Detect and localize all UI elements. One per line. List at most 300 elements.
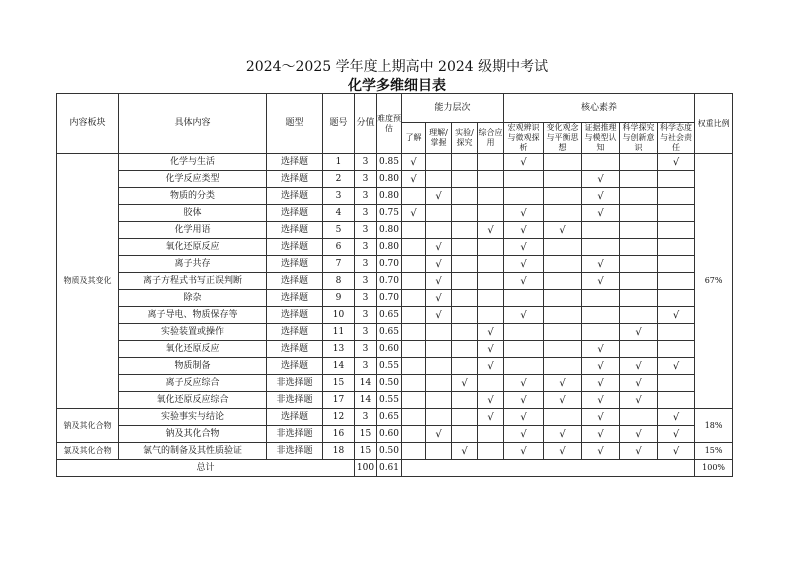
content-cell: 化学与生活	[119, 154, 267, 171]
ability-cell	[452, 188, 478, 205]
number-cell: 1	[323, 154, 355, 171]
score-cell: 15	[355, 443, 377, 460]
type-cell: 选择题	[267, 222, 323, 239]
ability-cell: √	[478, 409, 504, 426]
ability-cell: √	[426, 239, 452, 256]
number-cell: 11	[323, 324, 355, 341]
literacy-cell: √	[582, 443, 620, 460]
score-cell: 3	[355, 188, 377, 205]
type-cell: 选择题	[267, 324, 323, 341]
literacy-cell	[658, 273, 695, 290]
literacy-cell: √	[504, 375, 544, 392]
literacy-cell: √	[582, 392, 620, 409]
difficulty-cell: 0.55	[377, 358, 402, 375]
table-row	[57, 239, 733, 256]
literacy-cell	[620, 290, 658, 307]
ability-cell	[426, 154, 452, 171]
weight-cell: 15%	[695, 443, 733, 460]
content-cell: 氧化还原反应	[119, 341, 267, 358]
literacy-cell: √	[504, 426, 544, 443]
table-row	[57, 443, 733, 460]
header-section: 内容板块	[57, 94, 119, 154]
literacy-cell	[658, 324, 695, 341]
literacy-cell: √	[544, 392, 582, 409]
literacy-cell: √	[658, 358, 695, 375]
section-cell: 物质及其变化	[57, 154, 119, 409]
table-row	[57, 256, 733, 273]
ability-cell	[478, 426, 504, 443]
literacy-cell: √	[658, 409, 695, 426]
ability-cell	[426, 392, 452, 409]
table-row	[57, 392, 733, 409]
ability-cell	[452, 154, 478, 171]
literacy-cell	[658, 222, 695, 239]
literacy-cell	[620, 409, 658, 426]
literacy-cell	[582, 222, 620, 239]
score-cell: 3	[355, 409, 377, 426]
score-cell: 3	[355, 307, 377, 324]
ability-cell	[402, 358, 426, 375]
literacy-cell	[504, 171, 544, 188]
ability-cell: √	[478, 341, 504, 358]
ability-cell	[452, 426, 478, 443]
literacy-cell	[544, 358, 582, 375]
literacy-cell: √	[620, 324, 658, 341]
header-literacy-1: 宏观辨识与微观探析	[504, 123, 544, 154]
literacy-cell: √	[620, 426, 658, 443]
header-ability-2: 理解/掌握	[426, 123, 452, 154]
difficulty-cell: 0.80	[377, 222, 402, 239]
difficulty-cell: 0.65	[377, 324, 402, 341]
type-cell: 非选择题	[267, 443, 323, 460]
literacy-cell: √	[504, 409, 544, 426]
number-cell: 2	[323, 171, 355, 188]
difficulty-cell: 0.65	[377, 307, 402, 324]
header-number: 题号	[323, 94, 355, 154]
literacy-cell: √	[582, 409, 620, 426]
difficulty-cell: 0.80	[377, 188, 402, 205]
ability-cell	[478, 239, 504, 256]
content-cell: 实验装置或操作	[119, 324, 267, 341]
type-cell: 非选择题	[267, 375, 323, 392]
ability-cell: √	[478, 222, 504, 239]
literacy-cell	[658, 375, 695, 392]
ability-cell	[426, 171, 452, 188]
literacy-cell	[544, 290, 582, 307]
content-cell: 氧化还原反应	[119, 239, 267, 256]
ability-cell	[478, 290, 504, 307]
literacy-cell	[544, 188, 582, 205]
content-cell: 氧化还原反应综合	[119, 392, 267, 409]
literacy-cell: √	[620, 375, 658, 392]
header-content: 具体内容	[119, 94, 267, 154]
literacy-cell: √	[504, 239, 544, 256]
ability-cell	[452, 409, 478, 426]
header-literacy-2: 变化观念与平衡思想	[544, 123, 582, 154]
document-title: 2024～2025 学年度上期高中 2024 级期中考试	[245, 59, 549, 75]
literacy-cell: √	[504, 443, 544, 460]
table-row	[57, 409, 733, 426]
ability-cell	[478, 273, 504, 290]
type-cell: 选择题	[267, 273, 323, 290]
ability-cell	[402, 188, 426, 205]
header-score: 分值	[355, 94, 377, 154]
ability-cell	[478, 171, 504, 188]
difficulty-cell: 0.60	[377, 341, 402, 358]
literacy-cell	[504, 358, 544, 375]
ability-cell: √	[478, 358, 504, 375]
ability-cell	[402, 307, 426, 324]
ability-cell	[426, 375, 452, 392]
score-cell: 3	[355, 222, 377, 239]
score-cell: 3	[355, 256, 377, 273]
literacy-cell	[658, 341, 695, 358]
literacy-cell	[544, 324, 582, 341]
number-cell: 6	[323, 239, 355, 256]
ability-cell	[426, 358, 452, 375]
literacy-cell	[544, 205, 582, 222]
literacy-cell	[620, 222, 658, 239]
literacy-cell: √	[504, 307, 544, 324]
number-cell: 16	[323, 426, 355, 443]
table-row	[57, 358, 733, 375]
literacy-cell: √	[504, 222, 544, 239]
literacy-cell	[504, 324, 544, 341]
ability-cell	[402, 392, 426, 409]
header-difficulty: 难度预估	[377, 94, 402, 154]
type-cell: 选择题	[267, 205, 323, 222]
section-cell: 氯及其化合物	[57, 443, 119, 460]
literacy-cell: √	[504, 154, 544, 171]
table-row	[57, 341, 733, 358]
literacy-cell	[658, 188, 695, 205]
literacy-cell	[658, 256, 695, 273]
type-cell: 选择题	[267, 290, 323, 307]
literacy-cell: √	[582, 273, 620, 290]
content-cell: 物质的分类	[119, 188, 267, 205]
literacy-cell	[544, 409, 582, 426]
number-cell: 13	[323, 341, 355, 358]
table-row	[57, 188, 733, 205]
literacy-cell	[582, 324, 620, 341]
ability-cell	[402, 324, 426, 341]
total-difficulty: 0.61	[377, 460, 402, 477]
literacy-cell: √	[658, 307, 695, 324]
literacy-cell: √	[582, 171, 620, 188]
table-row	[57, 205, 733, 222]
ability-cell	[426, 341, 452, 358]
literacy-cell: √	[504, 205, 544, 222]
score-cell: 14	[355, 375, 377, 392]
header-ability-3: 实验/探究	[452, 123, 478, 154]
literacy-cell	[582, 290, 620, 307]
ability-cell: √	[426, 290, 452, 307]
ability-cell	[426, 324, 452, 341]
ability-cell	[402, 256, 426, 273]
score-cell: 14	[355, 392, 377, 409]
ability-cell	[478, 188, 504, 205]
literacy-cell	[658, 392, 695, 409]
score-cell: 3	[355, 290, 377, 307]
ability-cell	[426, 443, 452, 460]
number-cell: 15	[323, 375, 355, 392]
ability-cell: √	[452, 443, 478, 460]
content-cell: 化学用语	[119, 222, 267, 239]
literacy-cell	[504, 341, 544, 358]
difficulty-cell: 0.70	[377, 256, 402, 273]
content-cell: 物质制备	[119, 358, 267, 375]
type-cell: 非选择题	[267, 392, 323, 409]
total-weight: 100%	[695, 460, 733, 477]
content-cell: 离子方程式书写正误判断	[119, 273, 267, 290]
content-cell: 除杂	[119, 290, 267, 307]
table-title: 化学多维细目表	[348, 78, 446, 94]
literacy-cell: √	[544, 443, 582, 460]
difficulty-cell: 0.50	[377, 443, 402, 460]
literacy-cell: √	[582, 341, 620, 358]
table-row	[57, 290, 733, 307]
type-cell: 选择题	[267, 358, 323, 375]
ability-cell	[452, 171, 478, 188]
header-literacy-group: 核心素养	[504, 94, 695, 123]
score-cell: 3	[355, 341, 377, 358]
literacy-cell	[620, 273, 658, 290]
literacy-cell	[620, 341, 658, 358]
ability-cell	[478, 256, 504, 273]
content-cell: 化学反应类型	[119, 171, 267, 188]
ability-cell	[452, 256, 478, 273]
ability-cell	[402, 426, 426, 443]
number-cell: 5	[323, 222, 355, 239]
type-cell: 非选择题	[267, 426, 323, 443]
literacy-cell: √	[582, 375, 620, 392]
number-cell: 10	[323, 307, 355, 324]
number-cell: 12	[323, 409, 355, 426]
content-cell: 离子导电、物质保存等	[119, 307, 267, 324]
spec-table	[56, 93, 733, 477]
ability-cell	[452, 205, 478, 222]
literacy-cell	[504, 188, 544, 205]
ability-cell	[452, 324, 478, 341]
literacy-cell	[582, 307, 620, 324]
difficulty-cell: 0.85	[377, 154, 402, 171]
score-cell: 3	[355, 358, 377, 375]
weight-cell: 67%	[695, 154, 733, 409]
score-cell: 3	[355, 324, 377, 341]
ability-cell: √	[426, 188, 452, 205]
total-label: 总计	[57, 460, 355, 477]
ability-cell	[402, 222, 426, 239]
ability-cell	[402, 239, 426, 256]
ability-cell	[452, 392, 478, 409]
literacy-cell	[544, 307, 582, 324]
literacy-cell	[544, 256, 582, 273]
ability-cell	[426, 205, 452, 222]
total-blank	[402, 460, 695, 477]
type-cell: 选择题	[267, 341, 323, 358]
literacy-cell: √	[504, 256, 544, 273]
ability-cell: √	[478, 324, 504, 341]
header-literacy-4: 科学探究与创新意识	[620, 123, 658, 154]
ability-cell: √	[452, 375, 478, 392]
literacy-cell	[658, 205, 695, 222]
table-row	[57, 324, 733, 341]
header-ability-4: 综合应用	[478, 123, 504, 154]
literacy-cell: √	[544, 426, 582, 443]
literacy-cell	[620, 154, 658, 171]
literacy-cell: √	[582, 426, 620, 443]
ability-cell: √	[426, 307, 452, 324]
ability-cell	[402, 375, 426, 392]
table-row	[57, 375, 733, 392]
literacy-cell	[544, 341, 582, 358]
literacy-cell	[544, 273, 582, 290]
ability-cell	[402, 443, 426, 460]
literacy-cell: √	[582, 205, 620, 222]
ability-cell	[452, 307, 478, 324]
difficulty-cell: 0.65	[377, 409, 402, 426]
ability-cell	[478, 375, 504, 392]
header-ability-group: 能力层次	[402, 94, 504, 123]
type-cell: 选择题	[267, 239, 323, 256]
ability-cell: √	[426, 256, 452, 273]
table-row	[57, 171, 733, 188]
header-literacy-5: 科学态度与社会责任	[658, 123, 695, 154]
difficulty-cell: 0.80	[377, 171, 402, 188]
literacy-cell	[658, 290, 695, 307]
literacy-cell: √	[620, 358, 658, 375]
section-cell: 钠及其化合物	[57, 409, 119, 443]
score-cell: 3	[355, 154, 377, 171]
ability-cell: √	[402, 171, 426, 188]
literacy-cell	[544, 171, 582, 188]
table-row	[57, 154, 733, 171]
ability-cell	[402, 273, 426, 290]
content-cell: 离子共存	[119, 256, 267, 273]
literacy-cell	[620, 307, 658, 324]
number-cell: 17	[323, 392, 355, 409]
literacy-cell: √	[582, 358, 620, 375]
content-cell: 钠及其化合物	[119, 426, 267, 443]
literacy-cell	[620, 239, 658, 256]
ability-cell	[402, 409, 426, 426]
literacy-cell: √	[658, 426, 695, 443]
ability-cell: √	[402, 154, 426, 171]
difficulty-cell: 0.70	[377, 290, 402, 307]
content-cell: 氯气的制备及其性质验证	[119, 443, 267, 460]
header-row-1	[57, 94, 733, 123]
literacy-cell: √	[582, 256, 620, 273]
type-cell: 选择题	[267, 256, 323, 273]
ability-cell	[452, 239, 478, 256]
number-cell: 9	[323, 290, 355, 307]
literacy-cell	[582, 154, 620, 171]
content-cell: 实验事实与结论	[119, 409, 267, 426]
literacy-cell: √	[544, 222, 582, 239]
difficulty-cell: 0.80	[377, 239, 402, 256]
score-cell: 3	[355, 205, 377, 222]
ability-cell	[402, 290, 426, 307]
ability-cell	[452, 222, 478, 239]
table-row	[57, 307, 733, 324]
type-cell: 选择题	[267, 307, 323, 324]
difficulty-cell: 0.75	[377, 205, 402, 222]
difficulty-cell: 0.70	[377, 273, 402, 290]
literacy-cell	[620, 188, 658, 205]
type-cell: 选择题	[267, 188, 323, 205]
score-cell: 3	[355, 239, 377, 256]
literacy-cell	[544, 154, 582, 171]
type-cell: 选择题	[267, 171, 323, 188]
number-cell: 3	[323, 188, 355, 205]
ability-cell: √	[402, 205, 426, 222]
difficulty-cell: 0.60	[377, 426, 402, 443]
table-row	[57, 222, 733, 239]
ability-cell	[478, 205, 504, 222]
literacy-cell: √	[582, 188, 620, 205]
number-cell: 7	[323, 256, 355, 273]
literacy-cell	[620, 256, 658, 273]
type-cell: 选择题	[267, 409, 323, 426]
literacy-cell: √	[544, 375, 582, 392]
literacy-cell	[620, 205, 658, 222]
score-cell: 3	[355, 273, 377, 290]
literacy-cell	[620, 171, 658, 188]
literacy-cell	[658, 171, 695, 188]
content-cell: 胶体	[119, 205, 267, 222]
number-cell: 4	[323, 205, 355, 222]
ability-cell	[426, 409, 452, 426]
table-row	[57, 426, 733, 443]
total-row	[57, 460, 733, 477]
content-cell: 离子反应综合	[119, 375, 267, 392]
ability-cell	[478, 307, 504, 324]
weight-cell: 18%	[695, 409, 733, 443]
literacy-cell	[504, 290, 544, 307]
number-cell: 18	[323, 443, 355, 460]
ability-cell	[478, 443, 504, 460]
literacy-cell: √	[620, 392, 658, 409]
ability-cell	[452, 273, 478, 290]
ability-cell: √	[478, 392, 504, 409]
type-cell: 选择题	[267, 154, 323, 171]
ability-cell	[452, 358, 478, 375]
number-cell: 14	[323, 358, 355, 375]
literacy-cell: √	[620, 443, 658, 460]
ability-cell	[478, 154, 504, 171]
score-cell: 3	[355, 171, 377, 188]
ability-cell	[452, 290, 478, 307]
difficulty-cell: 0.55	[377, 392, 402, 409]
difficulty-cell: 0.50	[377, 375, 402, 392]
literacy-cell	[582, 239, 620, 256]
literacy-cell: √	[658, 154, 695, 171]
literacy-cell: √	[504, 273, 544, 290]
ability-cell	[426, 222, 452, 239]
table-row	[57, 273, 733, 290]
ability-cell: √	[426, 426, 452, 443]
ability-cell	[452, 341, 478, 358]
header-ability-1: 了解	[402, 123, 426, 154]
header-literacy-3: 证据推理与模型认知	[582, 123, 620, 154]
literacy-cell: √	[504, 392, 544, 409]
ability-cell: √	[426, 273, 452, 290]
header-weight: 权重比例	[695, 94, 733, 154]
number-cell: 8	[323, 273, 355, 290]
ability-cell	[402, 341, 426, 358]
literacy-cell	[544, 239, 582, 256]
literacy-cell	[658, 239, 695, 256]
